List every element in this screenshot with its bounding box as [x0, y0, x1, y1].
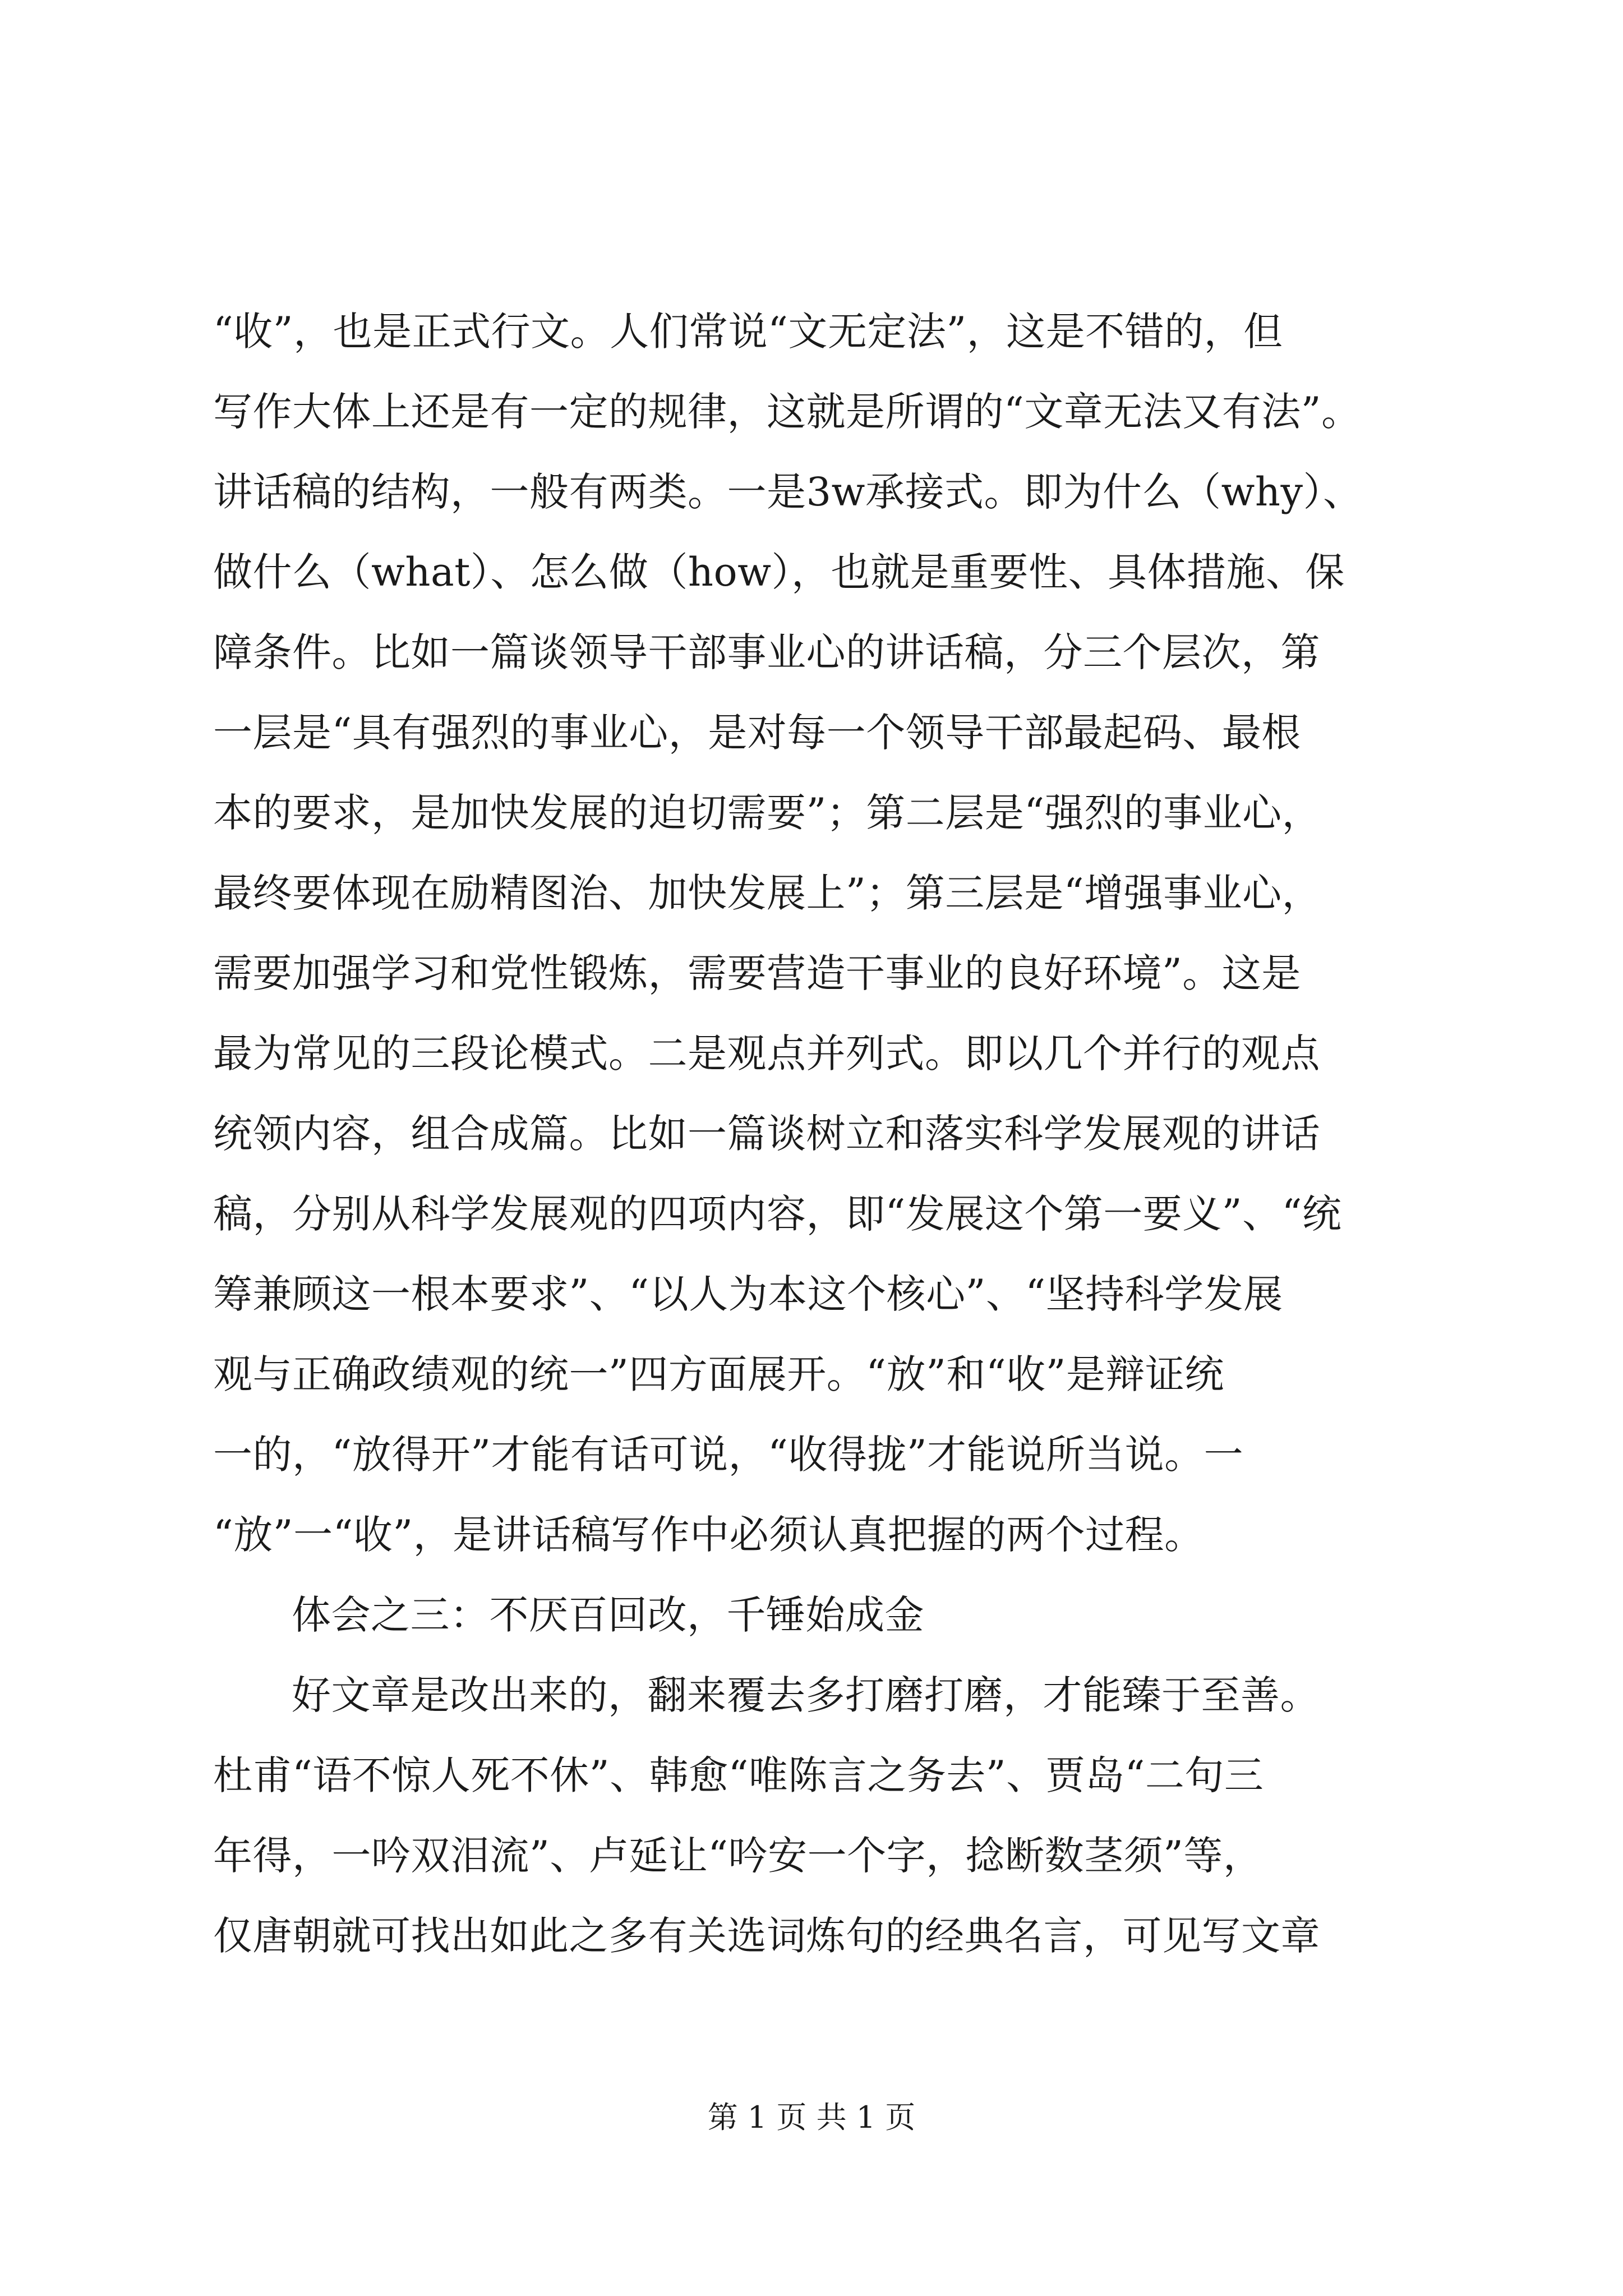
body-line: 杜甫“语不惊人死不休”、韩愈“唯陈言之务去”、贾岛“二句三 [213, 1752, 1264, 1798]
body-line: “放”一“收”，是讲话稿写作中必须认真把握的两个过程。 [213, 1512, 1204, 1558]
body-line: 写作大体上还是有一定的规律，这就是所谓的“文章无法又有法”。 [213, 389, 1361, 435]
body-line: 需要加强学习和党性锻炼，需要营造干事业的良好环境”。这是 [213, 950, 1301, 996]
body-line: 讲话稿的结构，一般有两类。一是3w承接式。即为什么（why）、 [213, 469, 1363, 515]
body-line: 统领内容，组合成篇。比如一篇谈树立和落实科学发展观的讲话 [213, 1111, 1320, 1157]
body-line: 障条件。比如一篇谈领导干部事业心的讲话稿，分三个层次，第 [213, 629, 1320, 675]
body-line: 年得，一吟双泪流”、卢延让“吟安一个字，捻断数茎须”等， [213, 1833, 1263, 1879]
body-line: 筹兼顾这一根本要求”、“以人为本这个核心”、“坚持科学发展 [213, 1271, 1283, 1317]
body-line: 一层是“具有强烈的事业心，是对每一个领导干部最起码、最根 [213, 710, 1301, 756]
document-body [213, 292, 1469, 1976]
body-line: 一的，“放得开”才能有话可说，“收得拢”才能说所当说。一 [213, 1432, 1244, 1478]
body-line: 好文章是改出来的，翻来覆去多打磨打磨，才能臻于至善。 [292, 1672, 1320, 1718]
body-line: 稿，分别从科学发展观的四项内容，即“发展这个第一要义”、“统 [213, 1191, 1342, 1237]
body-line: 观与正确政绩观的统一”四方面展开。“放”和“收”是辩证统 [213, 1351, 1224, 1397]
body-line: 最终要体现在励精图治、加快发展上”；第三层是“增强事业心， [213, 870, 1322, 916]
body-line: 最为常见的三段论模式。二是观点并列式。即以几个并行的观点 [213, 1030, 1320, 1076]
body-line: “收”，也是正式行文。人们常说“文无定法”，这是不错的，但 [213, 309, 1283, 355]
body-line: 做什么（what）、怎么做（how），也就是重要性、具体措施、保 [213, 549, 1345, 595]
body-line: 仅唐朝就可找出如此之多有关选词炼句的经典名言，可见写文章 [213, 1913, 1320, 1959]
section-heading: 体会之三：不厌百回改，千锤始成金 [292, 1592, 924, 1638]
body-line: 本的要求，是加快发展的迫切需要”；第二层是“强烈的事业心， [213, 790, 1322, 836]
page-footer: 第 1 页 共 1 页 [707, 2100, 916, 2135]
